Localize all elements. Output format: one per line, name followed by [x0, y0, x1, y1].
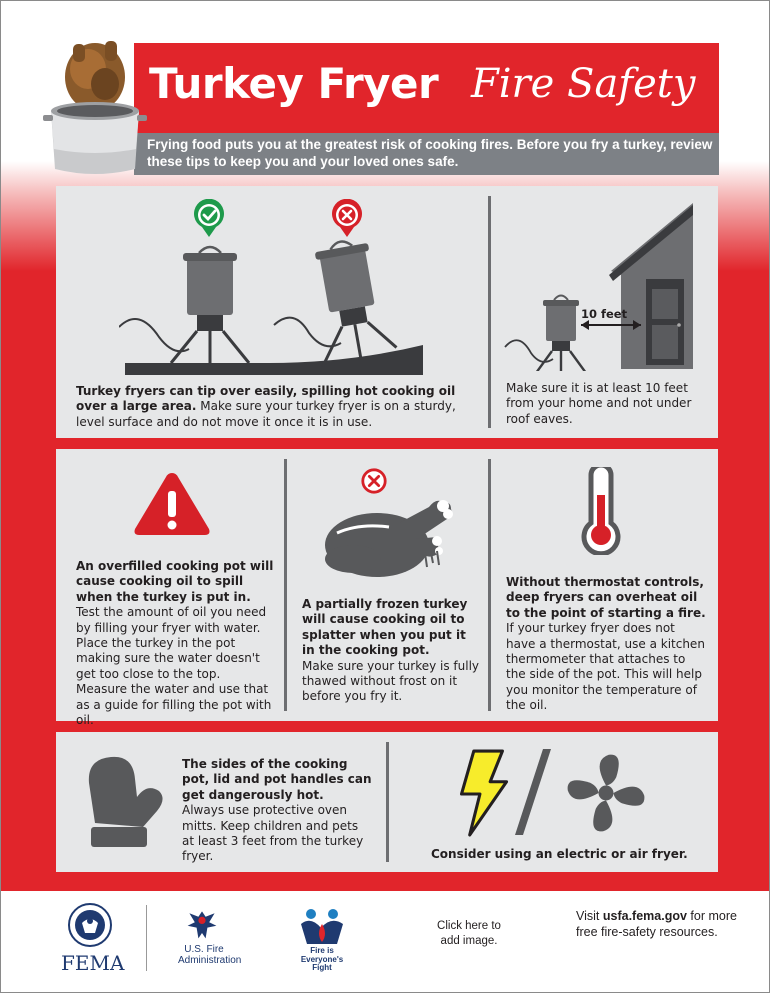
tip6-text: The sides of the cooking pot, lid and pot handles can get dangerously hot. Always use protective oven mitts. Keep children and pets at least 3 feet from the turkey fryer.	[182, 757, 372, 864]
warning-icon	[132, 469, 212, 539]
x-mark-small-icon	[360, 467, 388, 495]
distance-label: 10 feet	[581, 307, 628, 321]
lightning-bolt-icon	[457, 749, 509, 837]
fan-icon	[564, 751, 648, 835]
house-distance-icon	[501, 201, 701, 371]
logo-divider	[146, 905, 147, 971]
page-title: Turkey Fryer	[149, 59, 439, 108]
divider	[488, 196, 491, 428]
turkey-in-pot-icon	[43, 29, 153, 179]
divider	[284, 459, 287, 711]
usfa-logo-text: U.S. Fire Administration	[178, 944, 242, 966]
fire-is-everyones-fight-icon	[297, 906, 347, 946]
page-subtitle: Frying food puts you at the greatest risk of cooking fires. Before you fry a turkey, review these tips to keep you and your loved ones safe.	[147, 137, 713, 169]
visit-usfa-text: Visit usfa.fema.gov for more free fire-safety resources.	[576, 909, 737, 939]
tip1-text: Turkey fryers can tip over easily, spilling hot cooking oil over a large area. Make sure your turkey fryer is on a sturdy, level surface and do not move it once it is in use.	[76, 384, 456, 429]
fire-logo-text: Fire is Everyone's Fight	[300, 946, 344, 972]
oven-mitt-icon	[81, 753, 171, 849]
eagle-icon	[184, 905, 220, 943]
tip2-text: Make sure it is at least 10 feet from your home and not under roof eaves.	[506, 381, 692, 426]
divider	[488, 459, 491, 711]
footer	[1, 891, 770, 993]
check-icon	[192, 199, 226, 239]
thermometer-icon	[579, 467, 623, 555]
fryer-on-ground-icon	[119, 237, 429, 387]
frozen-turkey-icon	[319, 493, 459, 583]
dhs-seal-icon	[68, 903, 112, 947]
slash-icon	[513, 747, 553, 837]
tip4-text: A partially frozen turkey will cause cooking oil to splatter when you put it in the cooking pot. Make sure your turkey is fully thawed without frost on it before you fry it.	[302, 597, 480, 704]
usfa-link[interactable]: usfa.fema.gov	[602, 909, 687, 923]
page-title-script: Fire Safety	[471, 61, 696, 107]
fema-logo-text: FEMA	[61, 951, 125, 975]
divider	[386, 742, 389, 862]
tip3-text: An overfilled cooking pot will cause cooking oil to spill when the turkey is put in. Test the amount of oil you need by filling your fryer with water. Place the turkey in the pot making sure the water doesn't get too close to the top. Measure the water and use that as a guide for filling the pot with oil.	[76, 559, 274, 728]
tip5-text: Without thermostat controls, deep fryers can overheat oil to the point of starting a fire. If your turkey fryer does not have a thermostat, use a kitchen thermometer that attaches to the side of the pot. This will help you monitor the temperature of the oil.	[506, 575, 706, 713]
tip7-text: Consider using an electric or air fryer.	[431, 847, 688, 861]
x-mark-icon	[330, 199, 364, 239]
add-image-placeholder[interactable]: Click here to add image.	[437, 920, 501, 947]
